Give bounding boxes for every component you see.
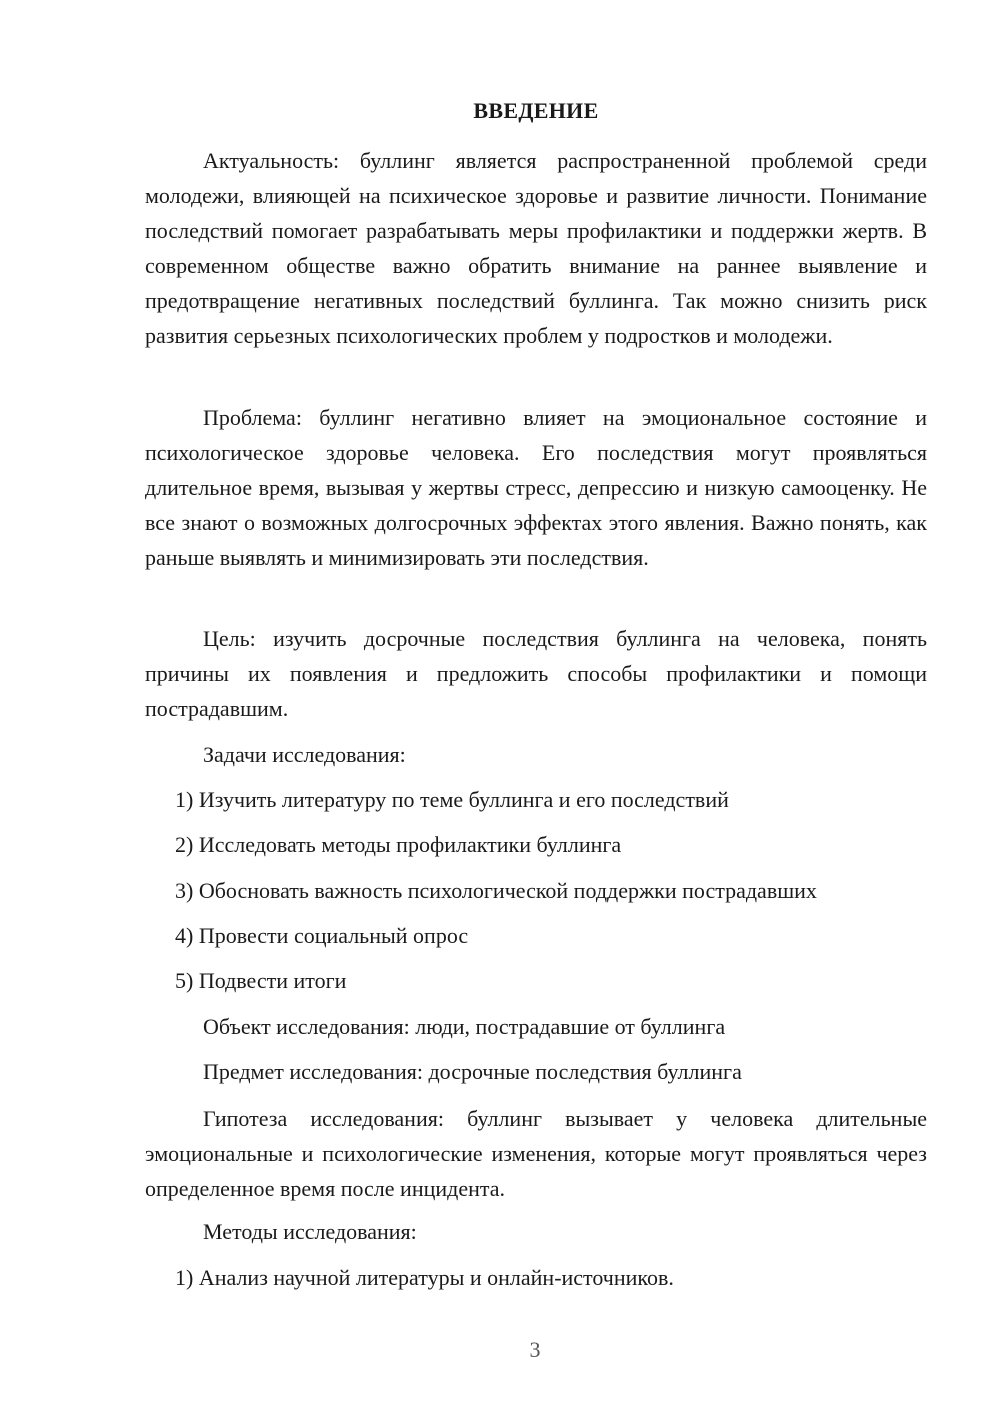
problem-paragraph: Проблема: буллинг негативно влияет на эмоциональное состояние и психологическое здоровье человека. Его последствия могут проявляться длительное время, вызывая у жертвы стресс, депрессию и низкую самооценку. Не все знают о возможных долгосрочных эффектах этого явления. Важно понять, как раньше выявлять и минимизировать эти последствия. xyxy=(145,405,927,570)
task-item: 5) Подвести итоги xyxy=(175,968,347,993)
research-subject: Предмет исследования: досрочные последствия буллинга xyxy=(203,1059,742,1084)
task-item: 1) Изучить литературу по теме буллинга и его последствий xyxy=(175,787,729,812)
tasks-heading: Задачи исследования: xyxy=(203,742,406,767)
task-item: 4) Провести социальный опрос xyxy=(175,923,469,948)
research-object: Объект исследования: люди, пострадавшие от буллинга xyxy=(203,1014,726,1039)
goal-paragraph: Цель: изучить досрочные последствия буллинга на человека, понять причины их появления и предложить способы профилактики и помощи пострадавшим. xyxy=(145,626,927,721)
hypothesis-paragraph: Гипотеза исследования: буллинг вызывает у человека длительные эмоциональные и психологические изменения, которые могут проявляться через определенное время после инцидента. xyxy=(145,1106,927,1201)
relevance-paragraph: Актуальность: буллинг является распространенной проблемой среди молодежи, влияющей на психическое здоровье и развитие личности. Понимание последствий помогает разрабатывать меры профилактики и поддержки жертв. В современном обществе важно обратить внимание на раннее выявление и предотвращение негативных последствий буллинга. Так можно снизить риск развития серьезных психологических проблем у подростков и молодежи. xyxy=(145,148,927,348)
methods-heading: Методы исследования: xyxy=(203,1219,417,1244)
method-item: 1) Анализ научной литературы и онлайн-источников. xyxy=(175,1265,674,1290)
page-number: 3 xyxy=(529,1337,541,1362)
task-item: 2) Исследовать методы профилактики буллинга xyxy=(175,832,622,857)
task-item: 3) Обосновать важность психологической поддержки пострадавших xyxy=(175,878,817,903)
page-title: ВВЕДЕНИЕ xyxy=(473,98,599,123)
